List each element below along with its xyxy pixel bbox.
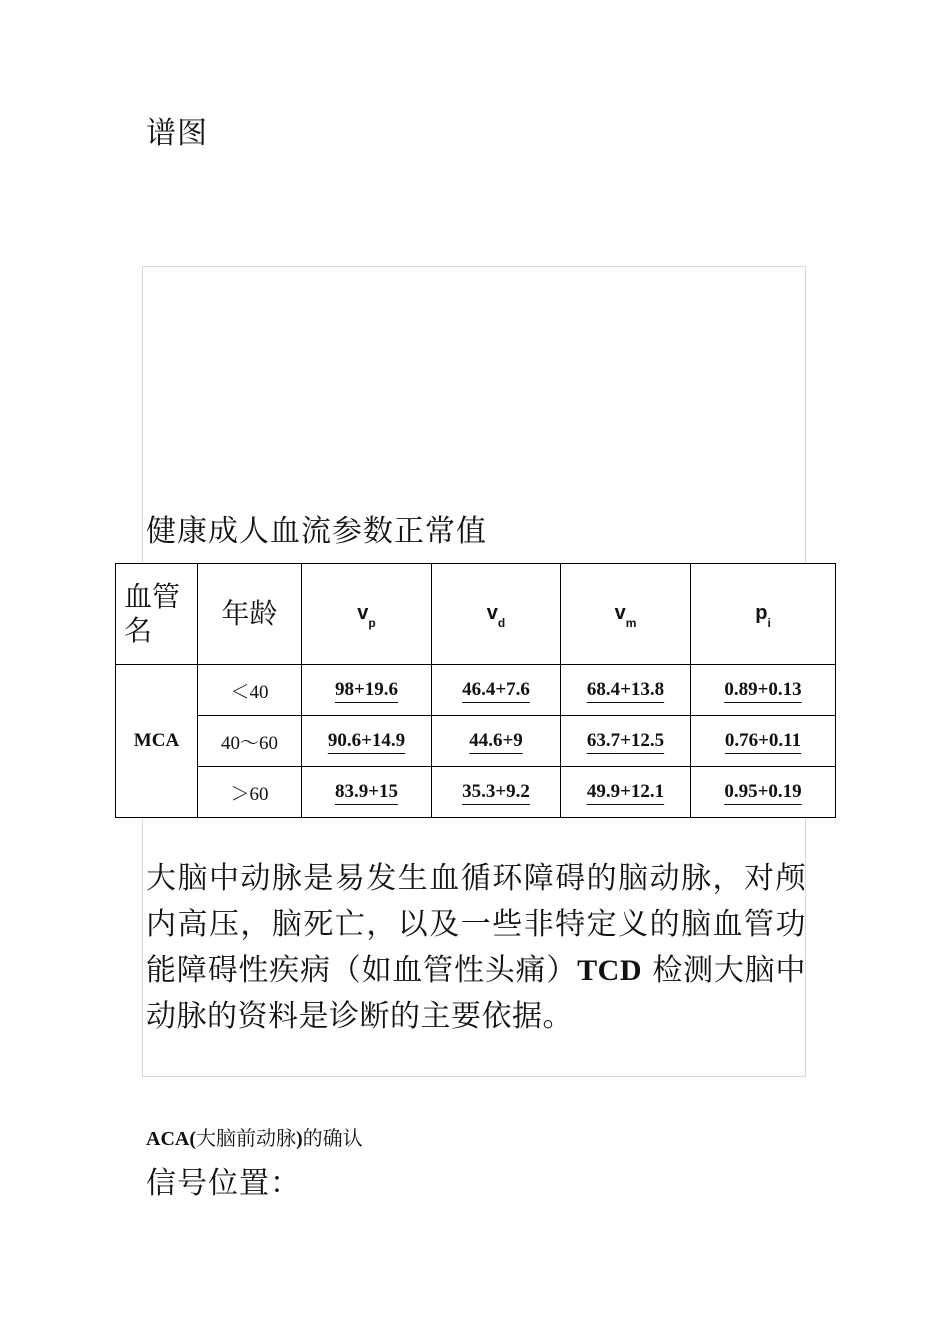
pi-cell: 0.95+0.19 — [691, 767, 836, 818]
vd-cell: 44.6+9 — [432, 716, 561, 767]
vp-cell: 98+19.6 — [302, 665, 432, 716]
age-cell: ＞60 — [198, 767, 302, 818]
header-vm: $v_m$ — [561, 564, 691, 665]
pi-cell: 0.76+0.11 — [691, 716, 836, 767]
table-row — [116, 767, 836, 818]
age-cell: 40～60 — [198, 716, 302, 767]
header-vd: $v_d$ — [432, 564, 561, 665]
header-vp: $v_p$ — [302, 564, 432, 665]
aca-section-label: ACA(大脑前动脉)的确认 — [146, 1126, 363, 1150]
pi-cell: 0.89+0.13 — [691, 665, 836, 716]
age-cell: ＜40 — [198, 665, 302, 716]
table-header-row — [116, 564, 836, 665]
header-pi: $p_i$ — [691, 564, 836, 665]
signal-position-heading: 信号位置： — [146, 1166, 301, 1201]
vm-cell: 63.7+12.5 — [561, 716, 691, 767]
table-row — [116, 665, 836, 716]
table-row — [116, 716, 836, 767]
tcd-term: TCD — [577, 954, 642, 987]
vessel-cell: MCA — [116, 665, 198, 818]
vd-cell: 46.4+7.6 — [432, 665, 561, 716]
vm-cell: 49.9+12.1 — [561, 767, 691, 818]
vd-cell: 35.3+9.2 — [432, 767, 561, 818]
vm-cell: 68.4+13.8 — [561, 665, 691, 716]
vp-cell: 90.6+14.9 — [302, 716, 432, 767]
header-vessel-name: 血管名 — [116, 564, 198, 665]
blood-flow-params-table — [115, 563, 836, 818]
table-title: 健康成人血流参数正常值 — [146, 514, 487, 549]
mca-description-paragraph: 大脑中动脉是易发生血循环障碍的脑动脉，对颅内高压，脑死亡，以及一些非特定义的脑血管功能障碍性疾病（如血管性头痛）TCD 检测大脑中动脉的资料是诊断的主要依据。 — [146, 861, 806, 1034]
page-heading: 谱图 — [146, 116, 208, 151]
header-age: 年龄 — [198, 564, 302, 665]
vp-cell: 83.9+15 — [302, 767, 432, 818]
